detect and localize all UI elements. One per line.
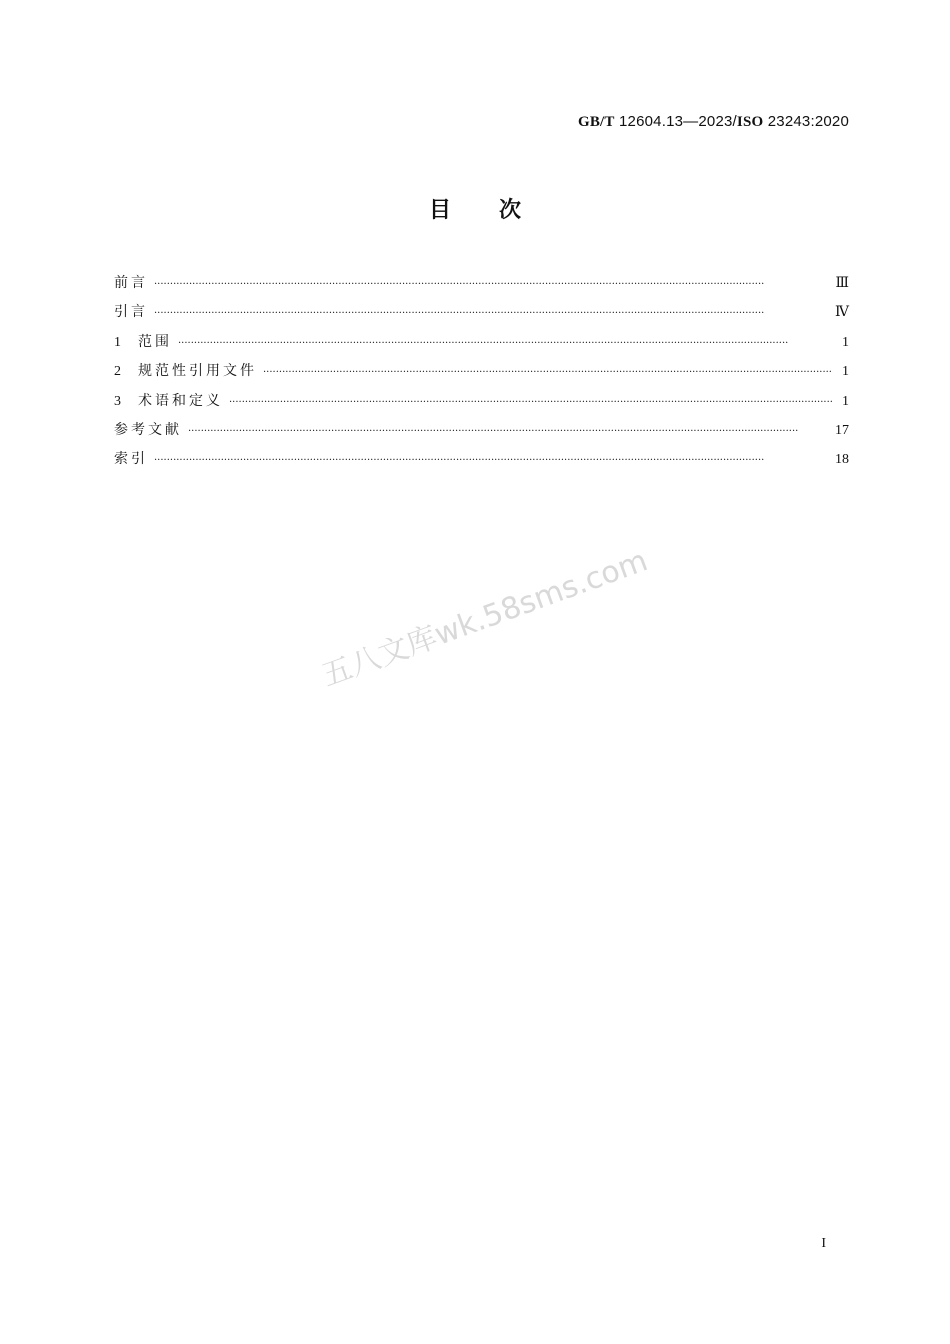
- toc-leader-dots: [154, 307, 829, 321]
- standard-code-number: 12604.13—2023/: [614, 113, 737, 130]
- toc-leader-dots: [188, 425, 829, 439]
- toc-entry-label: 术语和定义: [138, 392, 223, 409]
- toc-entry-number: 3: [114, 393, 121, 409]
- toc-leader-dots: [154, 454, 829, 468]
- toc-entry-terms-definitions[interactable]: [114, 390, 849, 419]
- toc-entry-number: 2: [114, 364, 121, 380]
- standard-code-iso: ISO: [736, 114, 764, 130]
- watermark: 五八文库wk.58sms.com: [317, 543, 653, 694]
- toc-entry-page: 18: [835, 452, 849, 468]
- standard-code-iso-number: 23243:2020: [763, 113, 849, 130]
- toc-entry-page: Ⅲ: [835, 276, 849, 291]
- page-number: I: [821, 1236, 826, 1251]
- toc-entry-label: 规范性引用文件: [138, 363, 257, 380]
- page-title: 目次: [428, 198, 569, 223]
- table-of-contents: [114, 272, 849, 478]
- toc-entry-label: 索引: [114, 451, 148, 468]
- toc-entry-page: Ⅳ: [835, 305, 849, 321]
- standard-code-prefix: GB/T: [577, 114, 615, 130]
- toc-leader-dots: [263, 366, 833, 380]
- toc-entry-page: 1: [842, 334, 849, 350]
- toc-entry-bibliography[interactable]: [114, 419, 849, 448]
- toc-leader-dots: [154, 278, 829, 292]
- standard-code: [578, 112, 849, 131]
- toc-entry-label: 前言: [114, 275, 148, 291]
- toc-entry-number: 1: [114, 334, 121, 350]
- toc-leader-dots: [229, 396, 833, 410]
- toc-entry-label: 范围: [138, 333, 172, 350]
- toc-entry-label: 参考文献: [114, 421, 182, 438]
- toc-entry-normative-references[interactable]: [114, 360, 849, 389]
- toc-entry-page: 1: [842, 393, 849, 409]
- toc-leader-dots: [178, 337, 833, 351]
- toc-entry-foreword[interactable]: [114, 272, 849, 301]
- toc-entry-page: 1: [842, 364, 849, 380]
- toc-entry-scope[interactable]: [114, 331, 849, 360]
- toc-entry-index[interactable]: [114, 448, 849, 477]
- toc-entry-page: 17: [835, 422, 849, 438]
- toc-entry-label: 引言: [114, 304, 148, 321]
- toc-entry-introduction[interactable]: [114, 301, 849, 330]
